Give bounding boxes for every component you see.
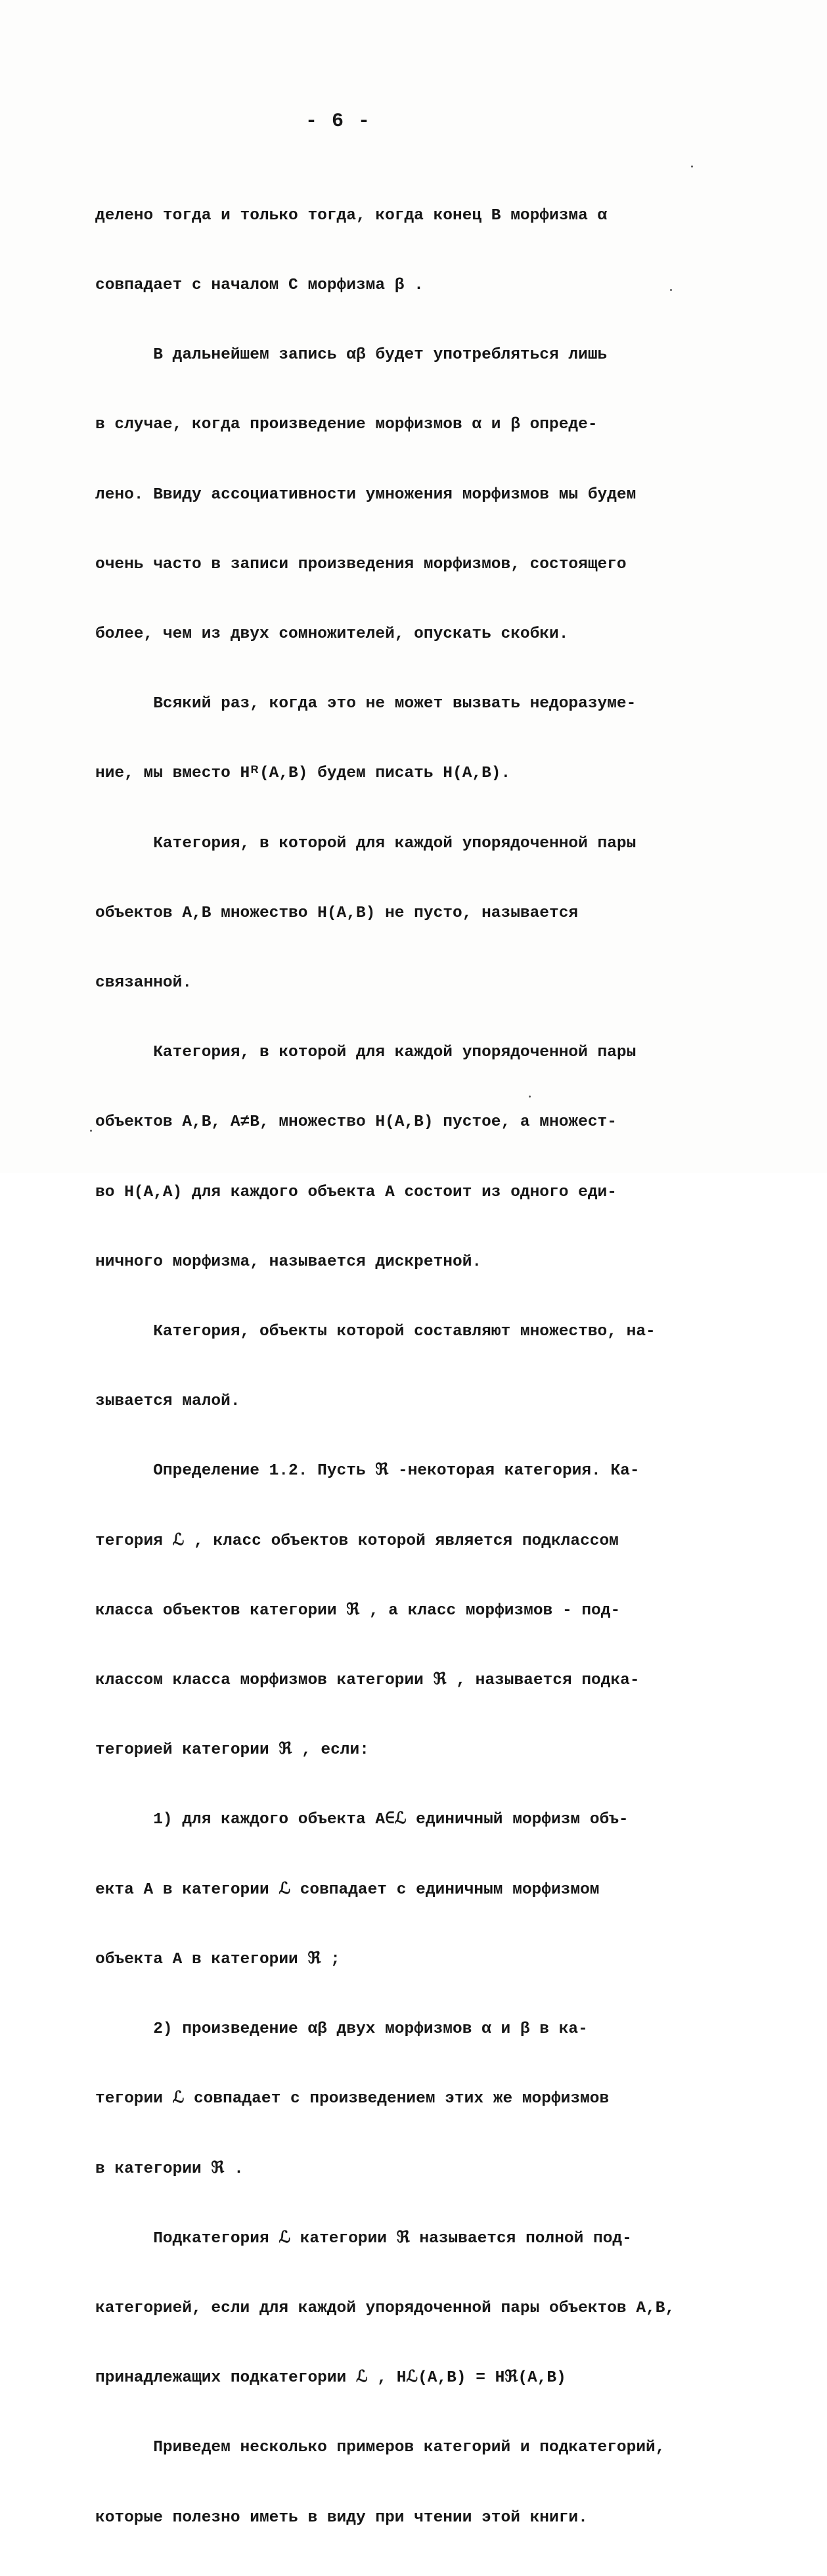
text-line: категорией, если для каждой упорядоченной пары объектов A,B, bbox=[95, 2299, 675, 2317]
page-number: - 6 - bbox=[305, 110, 371, 133]
text-line: Категория, объекты которой составляют множество, на- bbox=[95, 1323, 656, 1341]
text-line: которые полезно иметь в виду при чтении этой книги. bbox=[95, 2508, 588, 2527]
text-line: делено тогда и только тогда, когда конец B морфизма α bbox=[95, 206, 608, 225]
text-line: классом класса морфизмов категории ℜ , называется подка- bbox=[95, 1672, 640, 1690]
text-line: класса объектов категории ℜ , а класс морфизмов - под- bbox=[95, 1601, 621, 1620]
text-line: объекта A в категории ℜ ; bbox=[95, 1950, 340, 1968]
text-line: объектов A,B, A≠B, множество H(A,B) пустое, а множест- bbox=[95, 1113, 617, 1132]
text-line: во H(A,A) для каждого объекта A состоит из одного еди- bbox=[95, 1183, 617, 1201]
text-line: принадлежащих подкатегории ℒ , Hℒ(A,B) = Hℜ(A,B) bbox=[95, 2369, 566, 2387]
scan-speck bbox=[670, 289, 672, 291]
text-line: в категории ℜ . bbox=[95, 2160, 244, 2178]
scan-speck bbox=[90, 1130, 92, 1132]
scan-speck bbox=[529, 1096, 531, 1098]
text-line: екта A в категории ℒ совпадает с единичным морфизмом bbox=[95, 1880, 600, 1899]
text-line: объектов A,B множество H(A,B) не пусто, называется bbox=[95, 904, 579, 922]
text-line: связанной. bbox=[95, 974, 192, 992]
text-line: ничного морфизма, называется дискретной. bbox=[95, 1253, 482, 1271]
text-line: Категория, в которой для каждой упорядоченной пары bbox=[95, 1044, 637, 1062]
text-line: совпадает с началом C морфизма β . bbox=[95, 277, 424, 295]
text-line: Приведем несколько примеров категорий и подкатегорий, bbox=[95, 2439, 665, 2457]
text-line: В дальнейшем запись αβ будет употребляться лишь bbox=[95, 346, 608, 365]
text-line: более, чем из двух сомножителей, опускать скобки. bbox=[95, 625, 569, 644]
text-line: Категория, в которой для каждой упорядоченной пары bbox=[95, 834, 637, 853]
text-line: очень часто в записи произведения морфизмов, состоящего bbox=[95, 555, 627, 573]
text-line: в случае, когда произведение морфизмов α и β опреде- bbox=[95, 416, 598, 434]
text-line: Подкатегория ℒ категории ℜ называется полной под- bbox=[95, 2229, 632, 2248]
text-line: Всякий раз, когда это не может вызвать недоразуме- bbox=[95, 695, 637, 713]
text-line: тегории ℒ совпадает с произведением этих же морфизмов bbox=[95, 2090, 610, 2108]
text-line: лено. Ввиду ассоциативности умножения морфизмов мы будем bbox=[95, 485, 637, 504]
text-line: тегория ℒ , класс объектов которой является подклассом bbox=[95, 1532, 619, 1550]
text-line: тегорией категории ℜ , если: bbox=[95, 1741, 369, 1760]
body-text bbox=[95, 158, 690, 2576]
text-line: 2) произведение αβ двух морфизмов α и β в ка- bbox=[95, 2020, 588, 2039]
text-line: ние, мы вместо Hᴿ(A,B) будем писать H(A,B). bbox=[95, 765, 511, 783]
text-line: 1) для каждого объекта A∈ℒ единичный морфизм объ- bbox=[95, 1811, 629, 1829]
scan-speck bbox=[691, 166, 693, 167]
text-line: зывается малой. bbox=[95, 1392, 240, 1411]
text-line: Определение 1.2. Пусть ℜ -некоторая категория. Ка- bbox=[95, 1462, 640, 1480]
